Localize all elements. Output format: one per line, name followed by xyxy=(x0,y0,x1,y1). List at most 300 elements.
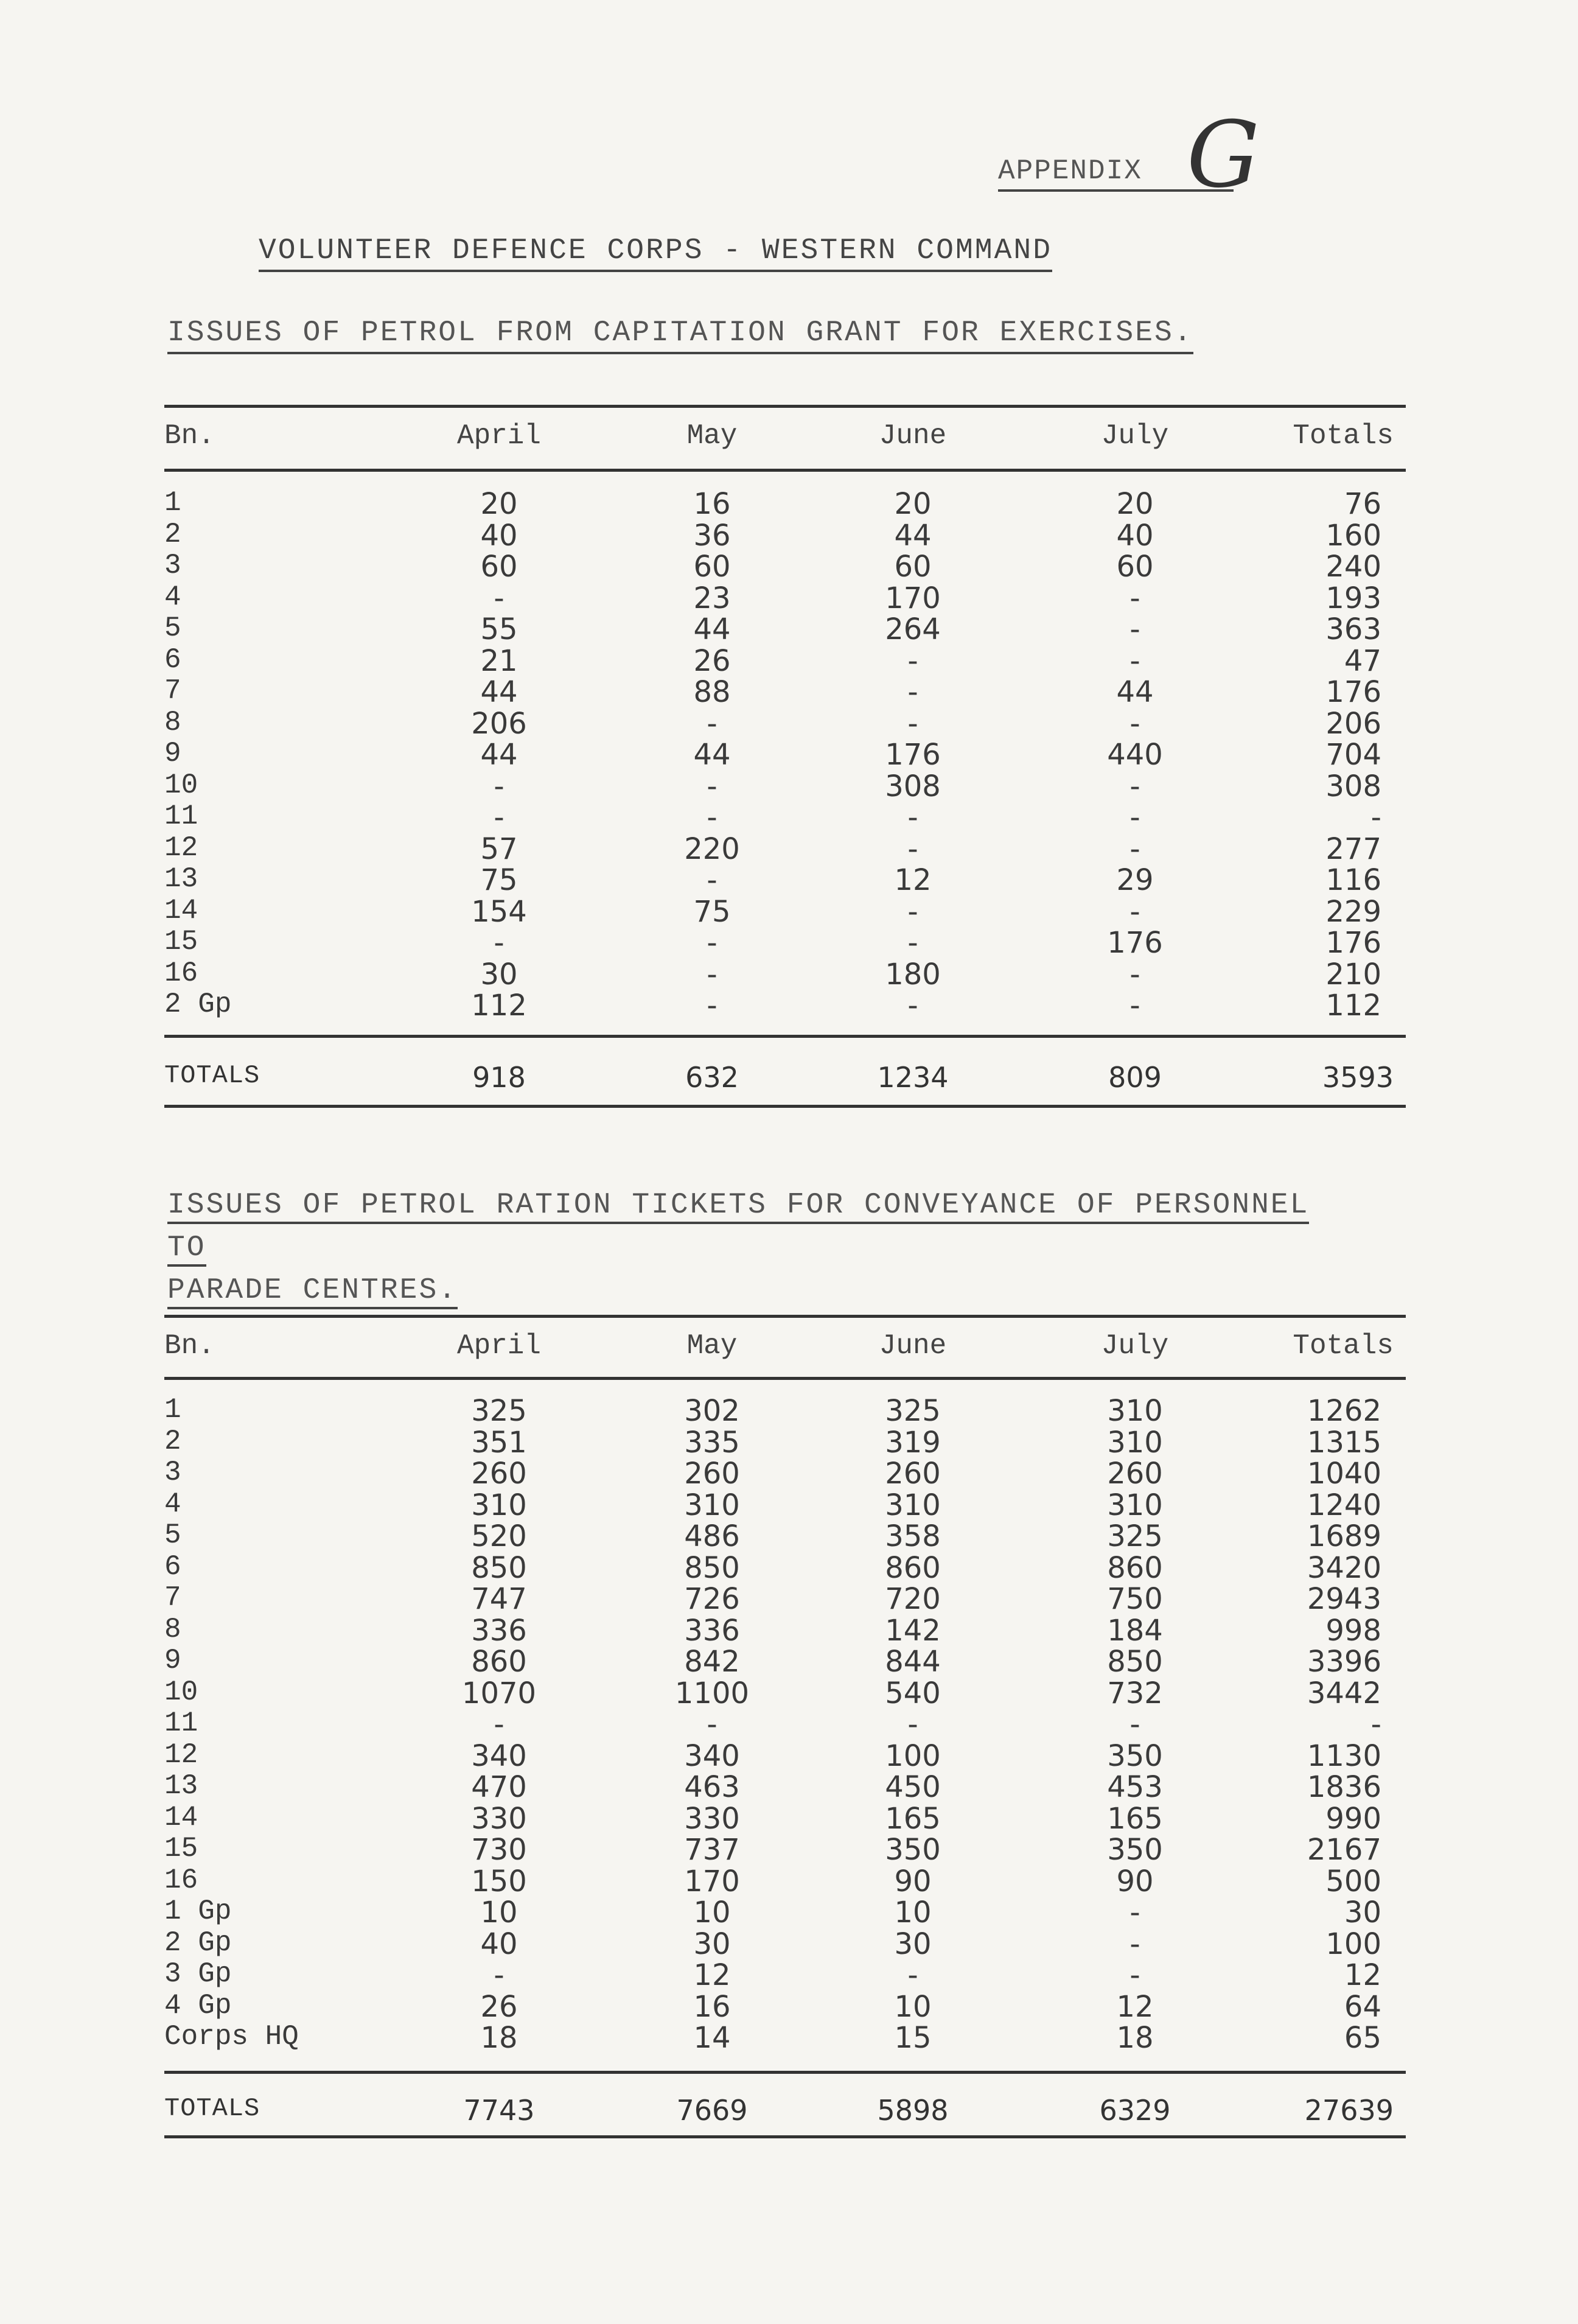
cell-total: 210 xyxy=(1325,957,1381,992)
table-row xyxy=(164,518,1406,553)
cell-july: - xyxy=(1129,831,1140,866)
cell-total: 116 xyxy=(1325,863,1381,897)
cell-total: 363 xyxy=(1325,612,1381,646)
cell-april: 1070 xyxy=(461,1676,537,1710)
cell-bn: 3 xyxy=(164,550,181,581)
cell-may: - xyxy=(707,1707,717,1741)
cell-may: - xyxy=(707,926,717,960)
table-row xyxy=(164,738,1406,772)
table-row xyxy=(164,581,1406,613)
cell-april: 860 xyxy=(471,1645,527,1679)
col-header-july: July xyxy=(1101,1330,1169,1362)
cell-may: 260 xyxy=(684,1457,740,1491)
cell-may: 302 xyxy=(684,1394,740,1428)
cell-april: 112 xyxy=(471,989,527,1023)
cell-june: 308 xyxy=(885,769,941,803)
cell-bn: 7 xyxy=(164,675,181,707)
cell-july: - xyxy=(1129,1895,1140,1930)
cell-june: 30 xyxy=(894,1927,932,1961)
cell-bn: 2 Gp xyxy=(164,989,232,1020)
cell-bn: 4 xyxy=(164,581,181,613)
cell-total: 100 xyxy=(1325,1927,1381,1961)
cell-july: 350 xyxy=(1107,1833,1163,1867)
table2-heading-line2: PARADE CENTRES. xyxy=(167,1274,458,1309)
cell-june: 844 xyxy=(885,1645,941,1679)
cell-bn: 3 xyxy=(164,1457,181,1488)
cell-total: 1040 xyxy=(1307,1457,1381,1491)
cell-april: - xyxy=(494,926,504,960)
cell-july: - xyxy=(1129,769,1140,803)
table-row xyxy=(164,706,1406,741)
cell-bn: 13 xyxy=(164,863,198,895)
cell-july: 60 xyxy=(1116,550,1154,584)
cell-july: 310 xyxy=(1107,1394,1163,1428)
cell-may: 16 xyxy=(693,1989,731,2024)
cell-total: 704 xyxy=(1325,738,1381,772)
cell-total: 176 xyxy=(1325,675,1381,709)
cell-bn: 5 xyxy=(164,1519,181,1551)
cell-total: 112 xyxy=(1325,989,1381,1023)
cell-june: - xyxy=(907,800,918,835)
cell-total: 206 xyxy=(1325,706,1381,741)
table-row xyxy=(164,550,1406,584)
cell-july: 90 xyxy=(1116,1864,1154,1899)
table-row xyxy=(164,1989,1406,2024)
cell-bn: 8 xyxy=(164,1613,181,1645)
cell-june: - xyxy=(907,706,918,741)
totals-label: TOTALS xyxy=(164,1061,260,1090)
cell-may: 36 xyxy=(693,518,731,553)
table-row xyxy=(164,1927,1406,1959)
cell-total: 3442 xyxy=(1307,1676,1381,1710)
cell-july: - xyxy=(1129,957,1140,992)
table-row xyxy=(164,989,1406,1023)
cell-bn: 13 xyxy=(164,1770,198,1802)
total-grand: 27639 xyxy=(1304,2094,1394,2127)
cell-total: 990 xyxy=(1325,1801,1381,1836)
col-header-may: May xyxy=(686,1330,738,1362)
cell-april: 20 xyxy=(480,487,518,521)
table2-totals-rule xyxy=(164,2071,1406,2074)
cell-july: - xyxy=(1129,581,1140,615)
cell-total: 2167 xyxy=(1307,1833,1381,1867)
cell-april: 730 xyxy=(471,1833,527,1867)
cell-april: 336 xyxy=(471,1613,527,1648)
cell-may: 23 xyxy=(693,581,731,615)
cell-bn: 6 xyxy=(164,643,181,676)
cell-may: 30 xyxy=(693,1927,731,1961)
cell-total: 277 xyxy=(1325,831,1381,866)
cell-june: - xyxy=(907,675,918,709)
cell-may: 44 xyxy=(693,612,731,646)
cell-may: 10 xyxy=(693,1895,731,1930)
col-header-april: April xyxy=(456,1330,542,1362)
total-july: 809 xyxy=(1108,1061,1162,1094)
table-row xyxy=(164,1739,1406,1771)
col-header-may: May xyxy=(686,420,738,452)
cell-may: 842 xyxy=(684,1645,740,1679)
cell-may: 44 xyxy=(693,738,731,772)
cell-bn: 16 xyxy=(164,957,198,989)
cell-june: 20 xyxy=(894,487,932,521)
cell-april: 850 xyxy=(471,1550,527,1585)
cell-may: 336 xyxy=(684,1613,740,1648)
col-header-totals: Totals xyxy=(1293,420,1394,452)
cell-july: - xyxy=(1129,894,1140,929)
cell-april: 10 xyxy=(480,1895,518,1930)
cell-july: - xyxy=(1129,1927,1140,1961)
table2-bottom-rule xyxy=(164,2135,1406,2138)
table-row xyxy=(164,769,1406,801)
totals-label: TOTALS xyxy=(164,2094,260,2123)
table-row xyxy=(164,800,1406,835)
cell-total: 65 xyxy=(1344,2021,1381,2055)
col-header-bn: Bn. xyxy=(164,420,215,452)
cell-july: 44 xyxy=(1116,675,1154,709)
cell-june: 165 xyxy=(885,1801,941,1836)
cell-april: 57 xyxy=(480,831,518,866)
cell-may: 310 xyxy=(684,1488,740,1522)
cell-may: 14 xyxy=(693,2021,731,2055)
cell-bn: 1 xyxy=(164,1394,181,1426)
cell-april: 75 xyxy=(480,863,518,897)
cell-june: 100 xyxy=(885,1738,941,1773)
cell-july: 40 xyxy=(1116,518,1154,553)
cell-june: - xyxy=(907,1707,918,1741)
table-row xyxy=(164,1519,1406,1551)
cell-may: 26 xyxy=(693,643,731,678)
cell-may: 1100 xyxy=(674,1676,750,1710)
table2-header xyxy=(164,1330,1406,1362)
cell-may: - xyxy=(707,863,717,897)
cell-may: - xyxy=(707,989,717,1023)
cell-bn: 15 xyxy=(164,1833,198,1864)
cell-total: 1240 xyxy=(1307,1488,1381,1522)
cell-may: - xyxy=(707,769,717,803)
cell-june: 450 xyxy=(885,1770,941,1804)
cell-april: - xyxy=(494,1707,504,1741)
table1-totals-rule xyxy=(164,1035,1406,1038)
cell-total: 1315 xyxy=(1307,1425,1381,1460)
cell-july: - xyxy=(1129,612,1140,646)
cell-june: - xyxy=(907,926,918,960)
cell-june: 180 xyxy=(885,957,941,992)
cell-april: - xyxy=(494,769,504,803)
total-grand: 3593 xyxy=(1322,1061,1394,1094)
cell-april: 55 xyxy=(480,612,518,646)
document-title: VOLUNTEER DEFENCE CORPS - WESTERN COMMAND xyxy=(259,234,1052,272)
cell-may: 220 xyxy=(684,831,740,866)
cell-may: 16 xyxy=(693,487,731,521)
cell-june: 12 xyxy=(894,863,932,897)
cell-july: - xyxy=(1129,989,1140,1023)
cell-total: - xyxy=(1370,1707,1381,1741)
cell-april: - xyxy=(494,581,504,615)
appendix-handwritten-mark: G xyxy=(1187,102,1260,208)
cell-total: 30 xyxy=(1344,1895,1381,1930)
table-row xyxy=(164,644,1406,676)
cell-june: 60 xyxy=(894,550,932,584)
cell-total: 1689 xyxy=(1307,1519,1381,1553)
cell-june: - xyxy=(907,831,918,866)
cell-bn: 5 xyxy=(164,612,181,644)
cell-june: 15 xyxy=(894,2021,932,2055)
cell-bn: 7 xyxy=(164,1582,181,1614)
appendix-label: APPENDIX xyxy=(998,155,1234,192)
cell-july: 12 xyxy=(1116,1989,1154,2024)
cell-june: 350 xyxy=(885,1833,941,1867)
cell-july: - xyxy=(1129,1958,1140,1992)
cell-april: - xyxy=(494,1958,504,1992)
table-row xyxy=(164,1645,1406,1679)
cell-june: 860 xyxy=(885,1550,941,1585)
cell-june: 10 xyxy=(894,1895,932,1930)
cell-june: 90 xyxy=(894,1864,932,1899)
cell-may: - xyxy=(707,957,717,992)
cell-april: 520 xyxy=(471,1519,527,1553)
cell-june: - xyxy=(907,989,918,1023)
cell-july: 260 xyxy=(1107,1457,1163,1491)
cell-may: 88 xyxy=(693,675,731,709)
total-june: 5898 xyxy=(877,2094,949,2127)
cell-may: - xyxy=(707,800,717,835)
cell-bn: 2 xyxy=(164,518,181,550)
total-may: 632 xyxy=(685,1061,739,1094)
cell-june: 358 xyxy=(885,1519,941,1553)
table-row xyxy=(164,832,1406,864)
cell-may: 330 xyxy=(684,1801,740,1836)
cell-total: 1262 xyxy=(1307,1394,1381,1428)
cell-may: 486 xyxy=(684,1519,740,1553)
col-header-june: June xyxy=(879,1330,947,1362)
table-row xyxy=(164,1676,1406,1708)
cell-july: 732 xyxy=(1107,1676,1163,1710)
col-header-totals: Totals xyxy=(1293,1330,1394,1362)
cell-may: 726 xyxy=(684,1582,740,1616)
cell-may: 463 xyxy=(684,1770,740,1804)
cell-may: 340 xyxy=(684,1738,740,1773)
cell-april: 60 xyxy=(480,550,518,584)
cell-total: 2943 xyxy=(1307,1582,1381,1616)
table2-top-rule xyxy=(164,1315,1406,1318)
table2-heading xyxy=(167,1184,1354,1312)
cell-bn: 14 xyxy=(164,894,198,926)
cell-bn: 1 xyxy=(164,487,181,519)
table-row xyxy=(164,1707,1406,1739)
cell-april: 26 xyxy=(480,1989,518,2024)
cell-bn: 10 xyxy=(164,1676,198,1708)
cell-june: 260 xyxy=(885,1457,941,1491)
table-row xyxy=(164,1488,1406,1520)
table1-heading: ISSUES OF PETROL FROM CAPITATION GRANT FOR EXERCISES. xyxy=(167,317,1193,354)
cell-april: 260 xyxy=(471,1457,527,1491)
table1-header-rule xyxy=(164,469,1406,472)
cell-bn: 9 xyxy=(164,1645,181,1676)
cell-june: 720 xyxy=(885,1582,941,1616)
col-header-june: June xyxy=(879,420,947,452)
cell-april: 470 xyxy=(471,1770,527,1804)
cell-total: 193 xyxy=(1325,581,1381,615)
cell-total: 176 xyxy=(1325,926,1381,960)
cell-total: 3420 xyxy=(1307,1550,1381,1585)
table-row xyxy=(164,1394,1406,1426)
cell-total: 1130 xyxy=(1307,1738,1381,1773)
cell-june: 310 xyxy=(885,1488,941,1522)
cell-bn: 16 xyxy=(164,1864,198,1896)
cell-april: - xyxy=(494,800,504,835)
table1-top-rule xyxy=(164,405,1406,408)
cell-june: 325 xyxy=(885,1394,941,1428)
cell-total: 998 xyxy=(1325,1613,1381,1648)
cell-total: 12 xyxy=(1344,1958,1381,1992)
table-row xyxy=(164,1582,1406,1614)
total-june: 1234 xyxy=(877,1061,949,1094)
cell-bn: 4 Gp xyxy=(164,1989,232,2021)
table2-header-rule xyxy=(164,1377,1406,1380)
cell-bn: 11 xyxy=(164,800,198,832)
table-row xyxy=(164,957,1406,992)
cell-july: - xyxy=(1129,1707,1140,1741)
cell-april: 150 xyxy=(471,1864,527,1899)
cell-july: - xyxy=(1129,643,1140,678)
table1-totals-row xyxy=(164,1061,1406,1093)
col-header-april: April xyxy=(456,420,542,452)
cell-april: 21 xyxy=(480,643,518,678)
table-row xyxy=(164,1801,1406,1836)
cell-july: 325 xyxy=(1107,1519,1163,1553)
total-april: 7743 xyxy=(463,2094,535,2127)
cell-june: 176 xyxy=(885,738,941,772)
cell-july: 165 xyxy=(1107,1801,1163,1836)
cell-april: 154 xyxy=(471,894,527,929)
cell-july: 176 xyxy=(1107,926,1163,960)
cell-june: 264 xyxy=(885,612,941,646)
total-july: 6329 xyxy=(1099,2094,1171,2127)
cell-total: 1836 xyxy=(1307,1770,1381,1804)
cell-bn: 10 xyxy=(164,769,198,801)
cell-june: 44 xyxy=(894,518,932,553)
table-row xyxy=(164,675,1406,707)
cell-bn: 9 xyxy=(164,738,181,769)
table-row xyxy=(164,926,1406,960)
table-row xyxy=(164,2021,1406,2053)
cell-april: 40 xyxy=(480,1927,518,1961)
table2-totals-row xyxy=(164,2094,1406,2126)
cell-bn: 3 Gp xyxy=(164,1958,232,1990)
cell-july: 440 xyxy=(1107,738,1163,772)
cell-total: - xyxy=(1370,800,1381,835)
cell-july: 310 xyxy=(1107,1488,1163,1522)
cell-july: 20 xyxy=(1116,487,1154,521)
cell-june: 10 xyxy=(894,1989,932,2024)
cell-bn: 12 xyxy=(164,1738,198,1771)
cell-total: 3396 xyxy=(1307,1645,1381,1679)
cell-may: 60 xyxy=(693,550,731,584)
cell-april: 44 xyxy=(480,675,518,709)
total-april: 918 xyxy=(472,1061,526,1094)
cell-total: 500 xyxy=(1325,1864,1381,1899)
cell-june: - xyxy=(907,894,918,929)
cell-total: 308 xyxy=(1325,769,1381,803)
table-row xyxy=(164,863,1406,895)
cell-total: 47 xyxy=(1344,643,1381,678)
cell-july: 860 xyxy=(1107,1550,1163,1585)
table-row xyxy=(164,1958,1406,1990)
cell-bn: 14 xyxy=(164,1801,198,1833)
table-row xyxy=(164,1895,1406,1930)
cell-april: 18 xyxy=(480,2021,518,2055)
cell-bn: 15 xyxy=(164,926,198,957)
cell-bn: 1 Gp xyxy=(164,1895,232,1927)
cell-april: 30 xyxy=(480,957,518,992)
cell-bn: 2 Gp xyxy=(164,1927,232,1959)
cell-total: 240 xyxy=(1325,550,1381,584)
table2-heading-line1: ISSUES OF PETROL RATION TICKETS FOR CONVEYANCE OF PERSONNEL TO xyxy=(167,1189,1309,1267)
cell-bn: Corps HQ xyxy=(164,2021,299,2053)
cell-april: 325 xyxy=(471,1394,527,1428)
table-row xyxy=(164,612,1406,644)
col-header-bn: Bn. xyxy=(164,1330,215,1362)
table-row xyxy=(164,1770,1406,1802)
cell-july: - xyxy=(1129,800,1140,835)
cell-july: 29 xyxy=(1116,863,1154,897)
table-row xyxy=(164,487,1406,519)
cell-bn: 8 xyxy=(164,706,181,738)
cell-july: 184 xyxy=(1107,1613,1163,1648)
cell-bn: 6 xyxy=(164,1550,181,1583)
cell-july: 350 xyxy=(1107,1738,1163,1773)
cell-may: 12 xyxy=(693,1958,731,1992)
cell-june: 319 xyxy=(885,1425,941,1460)
table-row xyxy=(164,1457,1406,1491)
cell-total: 64 xyxy=(1344,1989,1381,2024)
cell-bn: 11 xyxy=(164,1707,198,1739)
cell-june: - xyxy=(907,643,918,678)
cell-april: 351 xyxy=(471,1425,527,1460)
cell-may: 335 xyxy=(684,1425,740,1460)
cell-may: - xyxy=(707,706,717,741)
cell-june: 540 xyxy=(885,1676,941,1710)
cell-april: 206 xyxy=(471,706,527,741)
cell-april: 44 xyxy=(480,738,518,772)
cell-july: 310 xyxy=(1107,1425,1163,1460)
table1-bottom-rule xyxy=(164,1105,1406,1108)
cell-july: 750 xyxy=(1107,1582,1163,1616)
cell-july: 18 xyxy=(1116,2021,1154,2055)
cell-april: 340 xyxy=(471,1738,527,1773)
cell-june: - xyxy=(907,1958,918,1992)
cell-june: 142 xyxy=(885,1613,941,1648)
cell-april: 40 xyxy=(480,518,518,553)
cell-bn: 12 xyxy=(164,831,198,864)
cell-total: 160 xyxy=(1325,518,1381,553)
cell-july: 850 xyxy=(1107,1645,1163,1679)
total-may: 7669 xyxy=(676,2094,748,2127)
cell-july: 453 xyxy=(1107,1770,1163,1804)
cell-may: 737 xyxy=(684,1833,740,1867)
table-row xyxy=(164,1425,1406,1460)
cell-june: 170 xyxy=(885,581,941,615)
table-row xyxy=(164,1833,1406,1867)
cell-may: 170 xyxy=(684,1864,740,1899)
cell-april: 330 xyxy=(471,1801,527,1836)
table1-header xyxy=(164,420,1406,452)
cell-bn: 4 xyxy=(164,1488,181,1520)
cell-may: 850 xyxy=(684,1550,740,1585)
cell-july: - xyxy=(1129,706,1140,741)
cell-april: 747 xyxy=(471,1582,527,1616)
cell-total: 229 xyxy=(1325,894,1381,929)
